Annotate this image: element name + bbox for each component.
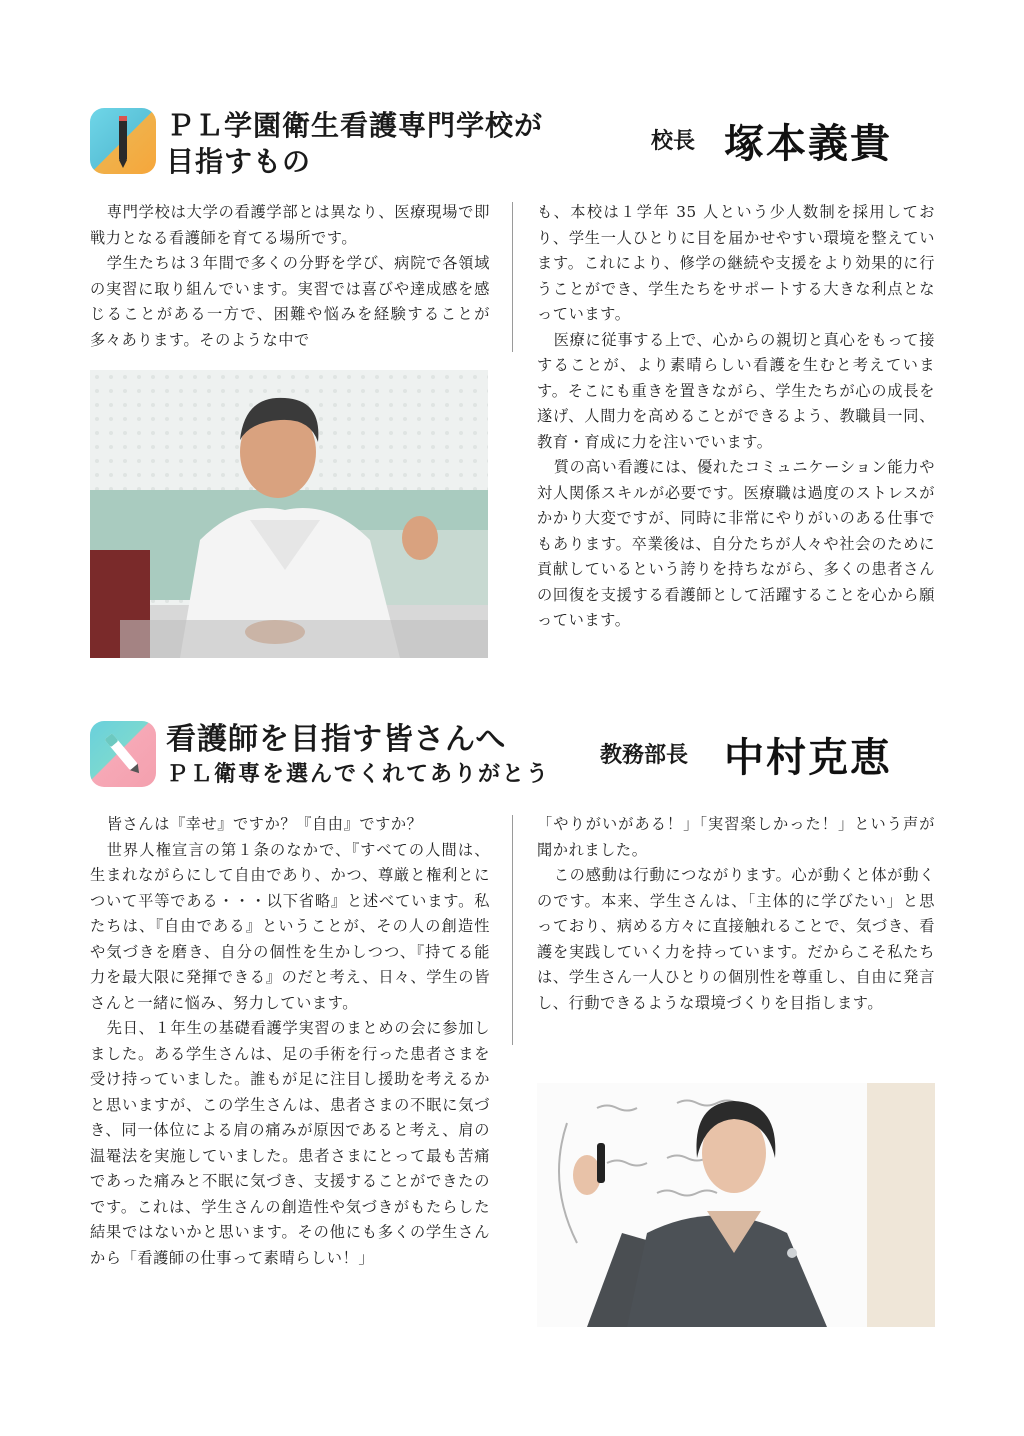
column-divider xyxy=(512,202,513,352)
paragraph: 「やりがいがある！」「実習楽しかった！」という声が聞かれました。 xyxy=(537,815,935,859)
paragraph: 学生たちは３年間で多くの分野を学び、病院で各領域の実習に取り組んでいます。実習では喜びや達成感を感じることがある一方で、困難や悩みを経験することが多々あります。そのような中で xyxy=(90,254,490,349)
pen-icon xyxy=(90,721,156,787)
principal-photo xyxy=(90,370,488,658)
paragraph: も、本校は１学年 35 人という少人数制を採用しており、学生一人ひとりに目を届かせやすい環境を整えています。これにより、修学の継続や支援をより効果的に行うことができ、学生たちをサポートする大きな利点となっています。 xyxy=(537,203,935,323)
section2-subtitle: ＰＬ衛専を選んでくれてありがとう xyxy=(166,762,551,787)
section1-right-column xyxy=(537,200,935,634)
principal-role: 校長 xyxy=(651,129,696,154)
paragraph: 医療に従事する上で、心からの親切と真心をもって接することが、より素晴らしい看護を生むと考えています。そこにも重きを置きながら、学生たちが心の成長を遂げ、人間力を高めることができるよう、教職員一同、教育・育成に力を注いでいます。 xyxy=(537,330,935,451)
section2-left-column xyxy=(90,812,490,1271)
academic-director-role: 教務部長 xyxy=(600,743,689,768)
section1-title-line1: ＰＬ学園衛生看護専門学校が xyxy=(166,109,544,142)
paragraph: 専門学校は大学の看護学部とは異なり、医療現場で即戦力となる看護師を育てる場所です。 xyxy=(90,203,490,247)
principal-name: 塚本義貴 xyxy=(724,120,892,167)
paragraph: 先日、１年生の基礎看護学実習のまとめの会に参加しました。ある学生さんは、足の手術を行った患者さまを受け持っていました。誰もが足に注目し援助を考えるかと思いますが、この学生さんは、患者さまの不眠に気づき、同一体位による肩の痛みが原因であると考え、肩の温罨法を実施していました。患者さまにとって最も苦痛であった痛みと不眠に気づき、支援することができたのです。これは、学生さんの創造性や気づきがもたらした結果ではないかと思います。その他にも多くの学生さんから「看護師の仕事って素晴らしい！」 xyxy=(90,1019,490,1267)
paragraph: 皆さんは『幸せ』ですか？『自由』ですか？ xyxy=(106,815,423,833)
paragraph: 質の高い看護には、優れたコミュニケーション能力や対人関係スキルが必要です。医療職は過度のストレスがかかり大変ですが、同時に非常にやりがいのある仕事でもあります。卒業後は、自分たちが人々や社会のために貢献しているという誇りを持ちながら、多くの患者さんの回復を支援する看護師として活躍することを心から願っています。 xyxy=(537,458,935,629)
section1-title-line2: 目指すもの xyxy=(166,145,312,178)
academic-director-name: 中村克恵 xyxy=(724,734,892,781)
column-divider xyxy=(512,815,513,1045)
paragraph: 世界人権宣言の第１条のなかで、『すべての人間は、生まれながらにして自由であり、かつ、尊厳と権利とについて平等である・・・以下省略』と述べています。私たちは、『自由である』ということが、その人の創造性や気づきを磨き、自分の個性を生かしつつ、『持てる能力を最大限に発揮できる』のだと考え、日々、学生の皆さんと一緒に悩み、努力しています。 xyxy=(90,840,490,1012)
academic-director-photo xyxy=(537,1083,935,1327)
paragraph: この感動は行動につながります。心が動くと体が動くのです。本来、学生さんは、「主体的に学びたい」と思っており、病める方々に直接触れることで、気づき、看護を実践していく力を持っています。だからこそ私たちは、学生さん一人ひとりの個別性を尊重し、自由に発言し、行動できるような環境づくりを目指します。 xyxy=(537,866,935,1012)
section2-title: 看護師を目指す皆さんへ xyxy=(166,722,507,757)
section2-right-column xyxy=(537,812,935,1016)
section1-left-column xyxy=(90,200,490,353)
pencil-icon xyxy=(90,108,156,174)
